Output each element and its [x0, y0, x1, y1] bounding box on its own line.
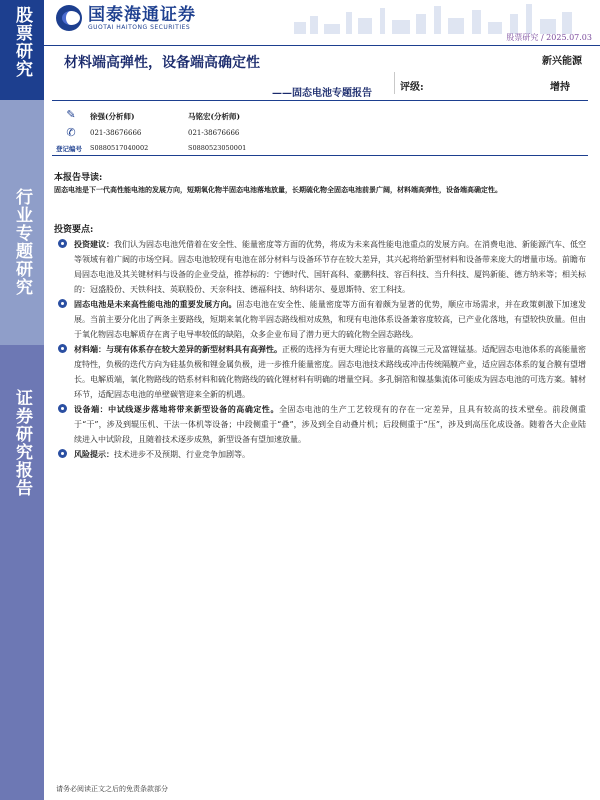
bullet-lead: 设备端：中试线逐步落地将带来新型设备的高确定性。	[74, 404, 280, 414]
analyst-phone[interactable]: 021-38676666	[90, 129, 142, 137]
sidebar	[0, 0, 44, 800]
bullet-icon	[58, 239, 67, 248]
sidebar-block-securities-report	[0, 345, 44, 800]
bullet-text: 固态电池在安全性、能量密度等方面有着颇为显著的优势，顺应市场需求，并在政策刺激下加速发展。当前主要分化出了两条主要路线，短期来氧化物半固态路线相对成熟，和现有电池体系设备兼容度较高，已产业化落地，有望较快放量。但由于氧化物固态电解质存在离子电导率较低的缺陷，众多企业布局了潜力更大的硫化物全固态路线。	[74, 300, 587, 339]
cert-label: 登记编号	[56, 145, 82, 153]
skyline-decoration-icon	[284, 4, 584, 34]
guide-heading: 本报告导读:	[54, 173, 103, 183]
bullet-text: 我们认为固态电池凭借着在安全性、能量密度等方面的优势，将成为未来高性能电池重点的发展方向。在消费电池、新能源汽车、低空等领域有着广阔的市场空间。固态电池较现有电池在部分材料与设备环节存在较大差异，其兴起将给新型材料和设备带来庞大的增量市场。前瞻布局固态电池及其关键材料与设备的企业受益，推荐标的：宁德时代、国轩高科、豪鹏科技、容百科技、当升科技、厦钨新能、德方纳米等；相关标的：冠盛股份、天铁科技、英联股份、天奈科技、德福科技、纳科诺尔、曼恩斯特、宏工科技。	[74, 240, 586, 294]
bullet-icon	[58, 449, 67, 458]
analyst-name: 徐强(分析师)	[90, 112, 135, 121]
list-item	[56, 237, 586, 297]
bullet-lead: 投资建议：	[74, 239, 114, 249]
bullet-lead: 材料端：与现有体系存在较大差异的新型材料具有高弹性。	[74, 344, 282, 354]
page-header	[44, 0, 600, 46]
logo-icon	[56, 5, 82, 31]
bullet-lead: 风险提示：	[74, 449, 114, 459]
divider	[394, 72, 395, 94]
bullet-icon	[58, 344, 67, 353]
industry-name: 新兴能源	[542, 56, 582, 67]
rating-value: 增持	[550, 82, 570, 93]
analyst-phone[interactable]: 021-38676666	[188, 129, 240, 137]
bullet-text: 技术进步不及预期、行业竞争加剧等。	[114, 450, 250, 459]
page-title: 材料端高弹性，设备端高确定性	[64, 55, 260, 71]
list-item	[56, 402, 586, 447]
bullet-icon	[58, 299, 67, 308]
analyst-cert: S0880517040002	[90, 144, 149, 152]
bullet-text: 正极的选择为有更大理论比容量的高镍三元及富锂锰基。适配固态电池体系的高能量密度特性，负极的迭代方向为硅基负极和锂金属负极，进一步推升能量密度。固态电池技术路线或冲击传统隔膜产业，适应固态体系的复合膜有望增长。电解质端，氧化物路线的锆系材料和硫化物路线的硫化锂材料有明确的增量空间。多孔铜箔和镍基集流体可能成为固态电池的可选方案。辅材环节，适配固态电池的单壁碳管迎来全新的机遇。	[74, 345, 586, 399]
bullet-icon	[58, 404, 67, 413]
sidebar-label: 证券研究报告	[12, 389, 32, 497]
sidebar-block-stock-research	[0, 0, 44, 100]
logo-name-cn: 国泰海通证券	[88, 4, 196, 25]
list-item	[56, 297, 586, 342]
sidebar-label: 行业专题研究	[12, 188, 32, 296]
list-item	[56, 447, 586, 462]
analyst-cert: S0880523050001	[188, 144, 247, 152]
key-points-list	[56, 237, 586, 462]
sidebar-block-industry-study	[0, 100, 44, 345]
guide-text: 固态电池是下一代高性能电池的发展方向，短期氧化物半固态电池落地放量，长期硫化物全固态电池前景广阔，材料端高弹性，设备端高确定性。	[54, 185, 502, 194]
pen-icon: ✎	[66, 108, 76, 121]
bullet-lead: 固态电池是未来高性能电池的重要发展方向。	[74, 299, 237, 309]
phone-icon: ✆	[66, 126, 76, 139]
company-logo	[56, 5, 196, 31]
sidebar-label: 股票研究	[12, 6, 32, 78]
logo-name-en: GUOTAI HAITONG SECURITIES	[88, 23, 191, 31]
page-subtitle: ——固态电池专题报告	[272, 88, 372, 99]
points-heading: 投资要点:	[54, 225, 94, 235]
disclaimer-footer: 请务必阅读正文之后的免责条款部分	[56, 785, 168, 793]
rating-label: 评级:	[400, 82, 424, 93]
bullet-text: 全固态电池的生产工艺较现有的存在一定差异，且具有较高的技术壁垒。前段侧重于“干”，涉及到辊压机、干法一体机等设备；中段侧重于“叠”，涉及到全自动叠片机；后段侧重于“压”，涉及到高压化成设备。随着各大企业陆续进入中试阶段，且随着技术逐步成熟，新型设备有望加速放量。	[74, 405, 586, 444]
list-item	[56, 342, 586, 402]
analyst-name: 马铭宏(分析师)	[188, 112, 241, 121]
analyst-info	[52, 100, 588, 156]
report-type-date: 股票研究 / 2025.07.03	[506, 33, 592, 42]
